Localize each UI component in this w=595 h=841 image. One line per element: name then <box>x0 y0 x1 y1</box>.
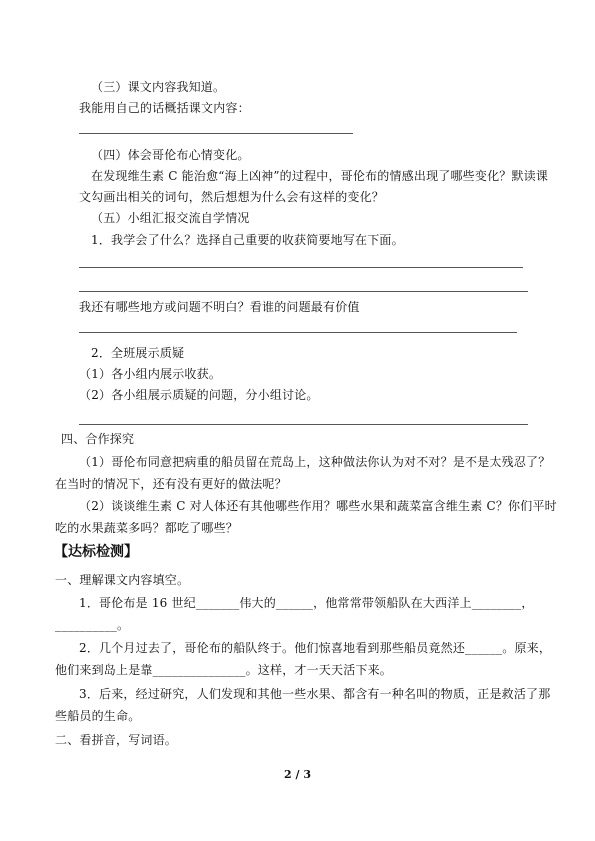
test-part-1-title: 一、理解课文内容填空。 <box>55 573 190 587</box>
cooperation-title: 四、合作探究 <box>61 432 135 446</box>
question-2b: （2）各小组展示质疑的问题，分小组讨论。 <box>79 388 319 402</box>
section-5-title: （五）小组汇报交流自学情况 <box>91 211 250 225</box>
fill-question-3: 些船员的生命。 <box>55 709 141 723</box>
question-2: 2．全班展示质疑 <box>91 346 185 360</box>
section-4-title: （四）体会哥伦布心情变化。 <box>91 148 250 162</box>
cooperation-text-line: 吃的水果蔬菜多吗？都吃了哪些？ <box>55 521 239 535</box>
answer-line <box>79 291 528 292</box>
section-3-title: （三）课文内容我知道。 <box>91 80 226 94</box>
cooperation-text-line: （2）谈谈维生素 C 对人体还有其他哪些作用？哪些水果和蔬菜富含维生素 C？你们平时 <box>79 499 557 513</box>
question-2a: （1）各小组内展示收获。 <box>79 367 222 381</box>
page-number: 2 / 3 <box>284 768 311 781</box>
answer-line <box>79 133 353 134</box>
question-1b: 我还有哪些地方或问题不明白？看谁的问题最有价值 <box>79 300 360 314</box>
fill-question-2: 他们来到岛上是靠_______________。这样，才一天天活下来。 <box>55 663 393 677</box>
fill-question-1: __________。 <box>55 618 130 632</box>
test-part-2-title: 二、看拼音，写词语。 <box>55 733 178 747</box>
cooperation-text-line: （1）哥伦布同意把病重的船员留在荒岛上，这种做法你认为对不对？是不是太残忍了？ <box>79 455 551 469</box>
fill-question-3: 3．后来，经过研究，人们发现和其他一些水果、都含有一种名叫的物质，正是救活了那 <box>79 687 551 701</box>
answer-line <box>79 424 528 425</box>
cooperation-text-line: 在当时的情况下，还有没有更好的做法呢？ <box>55 477 287 491</box>
answer-line <box>79 267 523 268</box>
section-4-text-line: 在发现维生素 C 能治愈“海上凶神”的过程中，哥伦布的情感出现了哪些变化？默读课 <box>91 169 549 183</box>
section-4-text-line: 文勾画出相关的词句，然后想想为什么会有这样的变化？ <box>79 190 385 204</box>
answer-line <box>79 332 517 333</box>
question-1: 1．我学会了什么？选择自己重要的收获简要地写在下面。 <box>91 233 404 247</box>
test-heading: 【达标检测】 <box>54 544 138 560</box>
fill-question-2: 2．几个月过去了，哥伦布的船队终于。他们惊喜地看到那些船员竟然还______。原来， <box>79 641 552 655</box>
fill-question-1: 1．哥伦布是 16 世纪_______伟大的______，他常常带领船队在大西洋上________， <box>79 596 534 610</box>
section-3-prompt: 我能用自己的话概括课文内容： <box>79 101 250 115</box>
